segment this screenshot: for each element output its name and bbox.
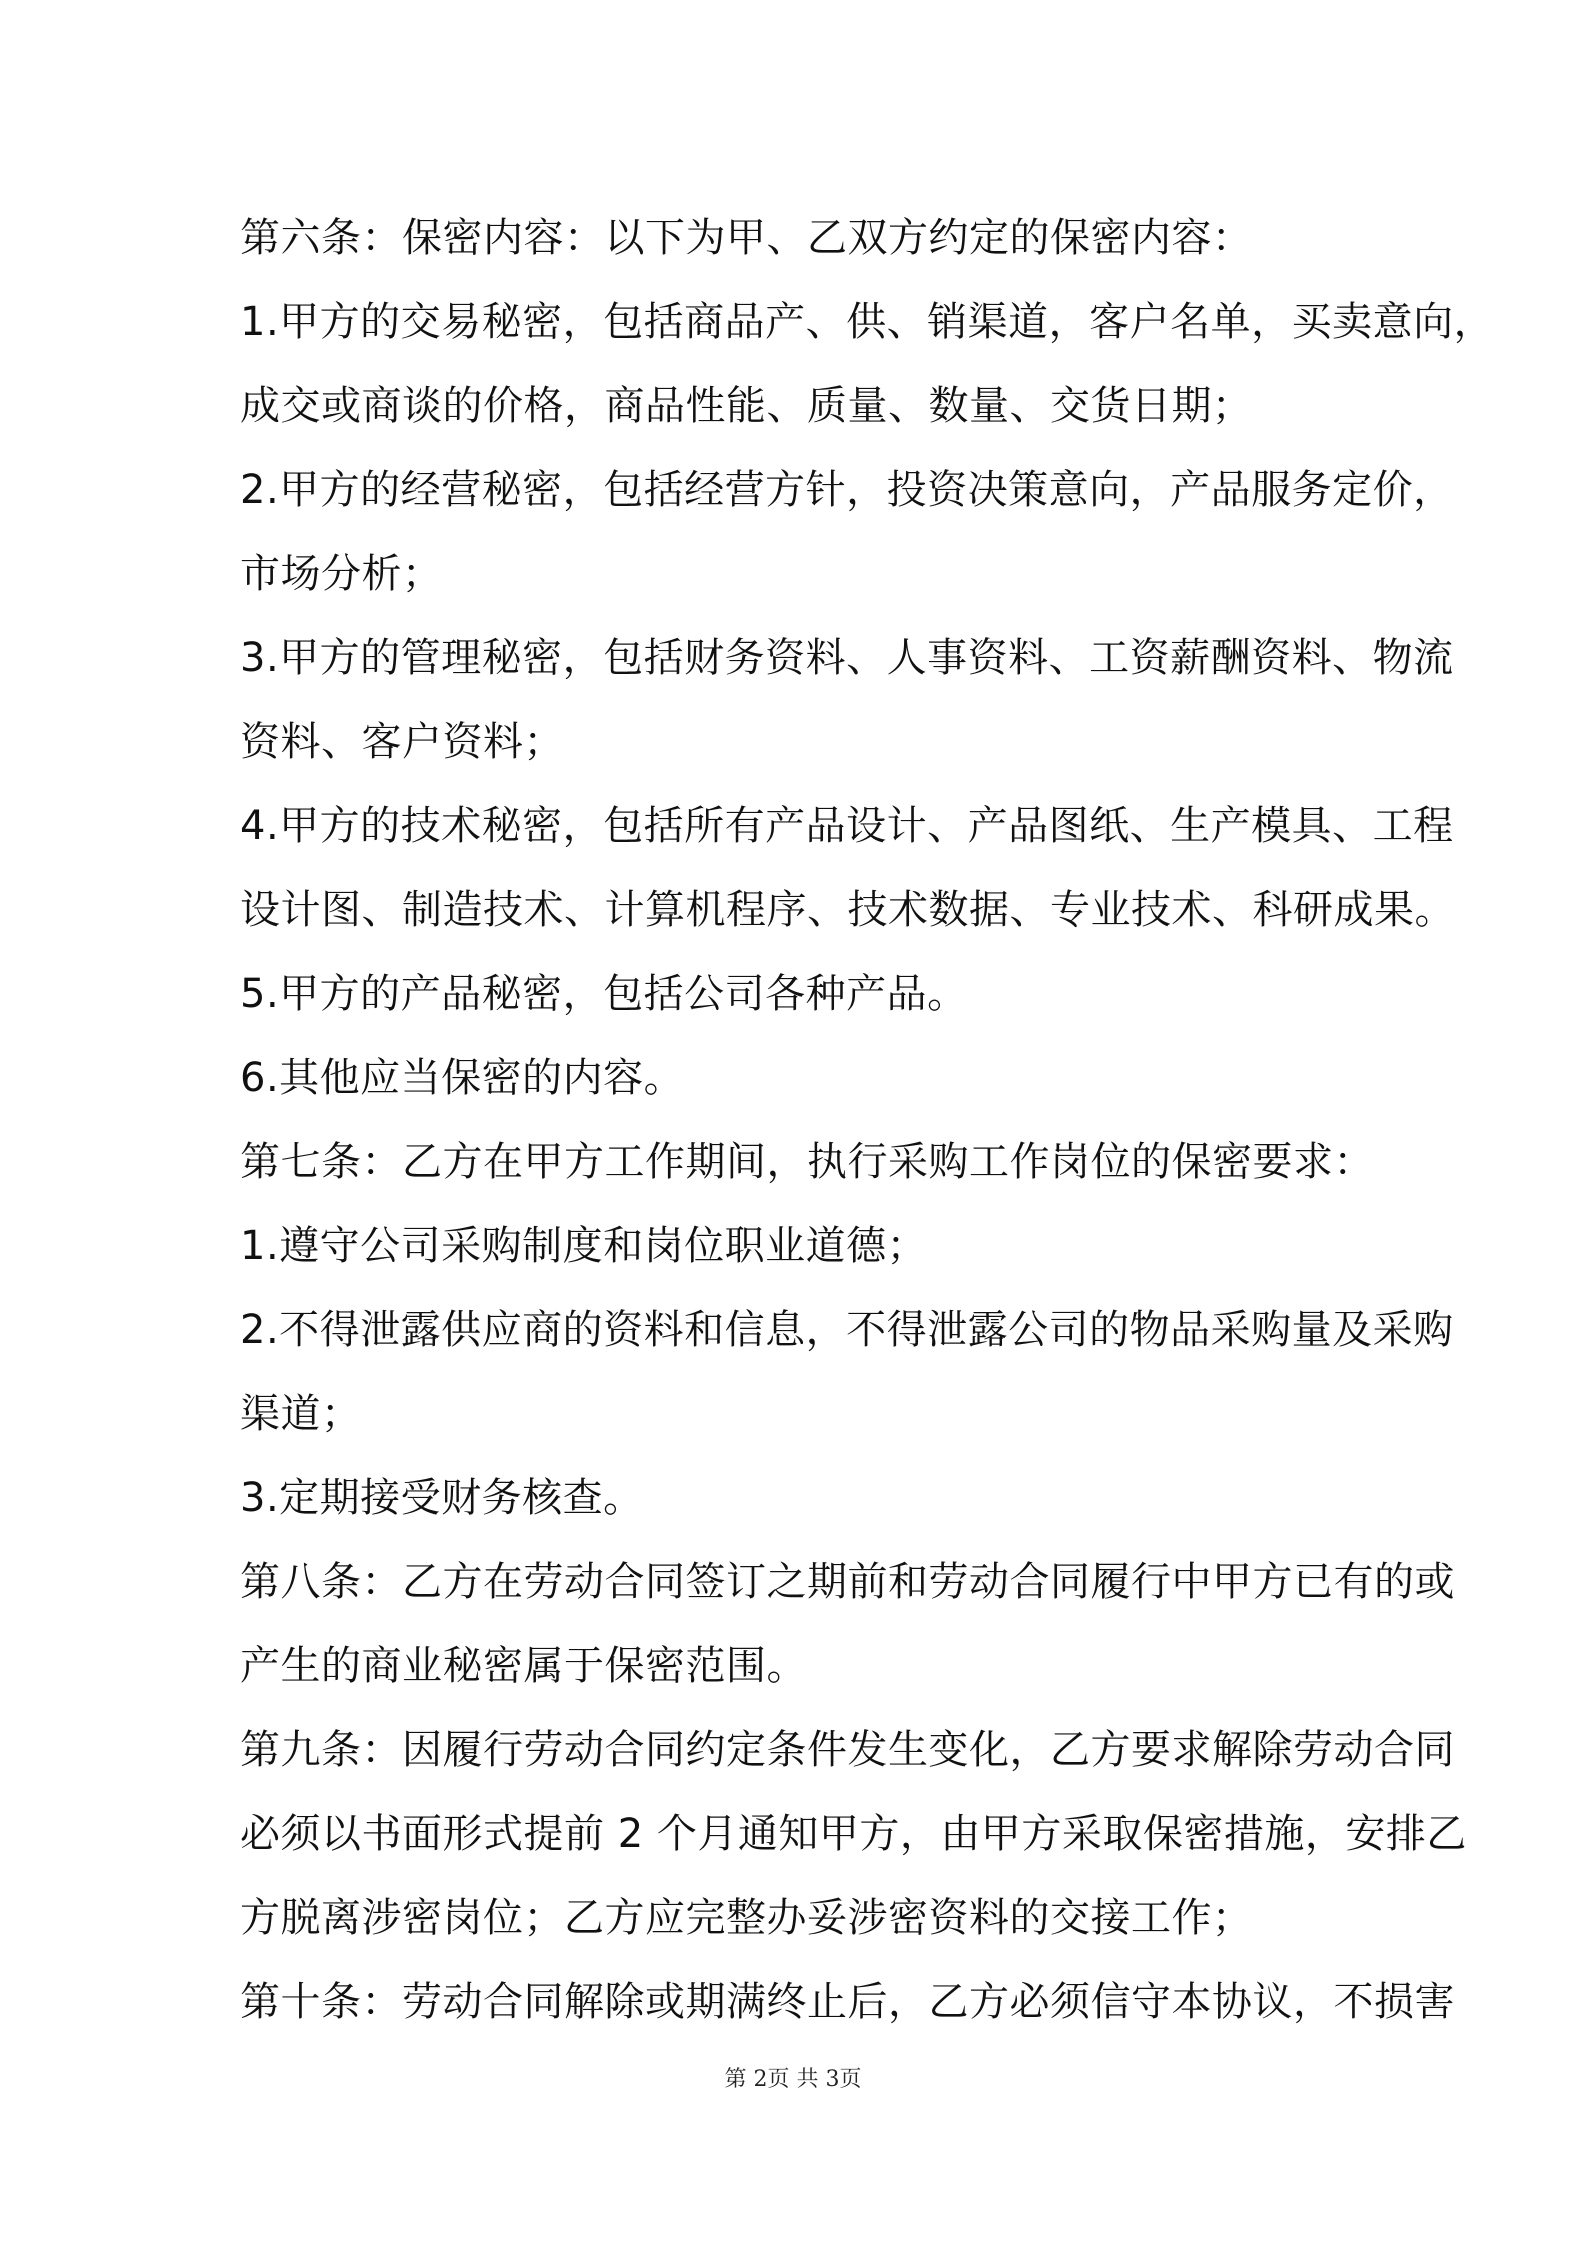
text-line: 3.甲方的管理秘密，包括财务资料、人事资料、工资薪酬资料、物流 bbox=[240, 635, 1454, 681]
text-line: 第十条：劳动合同解除或期满终止后，乙方必须信守本协议，不损害 bbox=[240, 1979, 1455, 2025]
document-body bbox=[240, 196, 1495, 2044]
text-line: 1.遵守公司采购制度和岗位职业道德； bbox=[240, 1223, 928, 1269]
text-line: 2.不得泄露供应商的资料和信息，不得泄露公司的物品采购量及采购 bbox=[240, 1307, 1454, 1353]
text-line: 渠道； bbox=[240, 1391, 362, 1437]
text-line: 资料、客户资料； bbox=[240, 719, 564, 765]
text-line: 方脱离涉密岗位；乙方应完整办妥涉密资料的交接工作； bbox=[240, 1895, 1253, 1941]
text-line: 第六条：保密内容：以下为甲、乙双方约定的保密内容： bbox=[240, 215, 1253, 261]
text-line: 第七条：乙方在甲方工作期间，执行采购工作岗位的保密要求： bbox=[240, 1139, 1374, 1185]
text-line: 2.甲方的经营秘密，包括经营方针，投资决策意向，产品服务定价， bbox=[240, 467, 1454, 513]
text-line: 1.甲方的交易秘密，包括商品产、供、销渠道，客户名单，买卖意向， bbox=[240, 299, 1495, 345]
text-line: 第九条：因履行劳动合同约定条件发生变化，乙方要求解除劳动合同 bbox=[240, 1727, 1455, 1773]
text-line: 必须以书面形式提前 2 个月通知甲方，由甲方采取保密措施，安排乙 bbox=[240, 1811, 1467, 1857]
text-line: 5.甲方的产品秘密，包括公司各种产品。 bbox=[240, 971, 968, 1017]
text-line: 设计图、制造技术、计算机程序、技术数据、专业技术、科研成果。 bbox=[240, 887, 1455, 933]
text-line: 6.其他应当保密的内容。 bbox=[240, 1055, 685, 1101]
text-line: 第八条：乙方在劳动合同签订之期前和劳动合同履行中甲方已有的或 bbox=[240, 1559, 1455, 1605]
text-line: 成交或商谈的价格，商品性能、质量、数量、交货日期； bbox=[240, 383, 1253, 429]
text-line: 产生的商业秘密属于保密范围。 bbox=[240, 1643, 807, 1689]
text-line: 市场分析； bbox=[240, 551, 443, 597]
text-line: 4.甲方的技术秘密，包括所有产品设计、产品图纸、生产模具、工程 bbox=[240, 803, 1454, 849]
page-number-footer: 第 2页 共 3页 bbox=[724, 2067, 862, 2092]
text-line: 3.定期接受财务核查。 bbox=[240, 1475, 644, 1521]
